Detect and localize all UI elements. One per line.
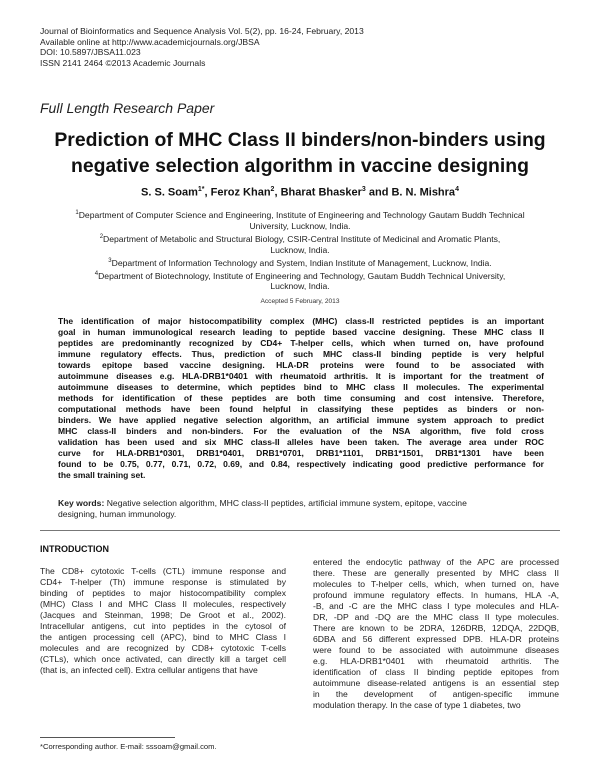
body-line: profound immune regulatory effects. In humans, HLA -A, <box>313 590 559 600</box>
title-line: Prediction of MHC Class II binders/non-binders using <box>54 129 546 151</box>
author-name: Feroz Khan <box>210 186 271 199</box>
journal-url: Available online at http://www.academicjournals.org/JBSA <box>40 36 260 47</box>
abstract-line: validation has been used and six MHC class-II alleles have been taken. The average area under ROC <box>58 437 544 447</box>
body-line: autoimmune disease-related antigens is an essential step <box>313 678 559 688</box>
journal-citation: Journal of Bioinformatics and Sequence Analysis Vol. 5(2), pp. 16-24, February, 2013 <box>40 26 364 36</box>
body-line: (MHC) Class I and MHC Class II molecules, respectively <box>40 599 286 609</box>
body-line: (CTLs), which once activated, can directly kill a target cell <box>40 654 286 664</box>
abstract-line: towards epitope based vaccine designing. HLA-DR proteins were found to be associated with <box>58 360 544 370</box>
body-line: molecules to T-helper cells, which, when turned on, have <box>313 579 559 589</box>
body-line: There are known to be 2DRA, 126DRB, 12DQA, 22DQB, <box>313 623 559 633</box>
author-name: S. S. Soam <box>141 186 198 199</box>
keywords <box>58 498 544 520</box>
journal-doi: DOI: 10.5897/JBSA11.023 <box>40 47 141 58</box>
section-divider <box>40 530 560 531</box>
corresponding-author-footnote: *Corresponding author. E-mail: sssoam@gmail.com. <box>40 742 217 751</box>
keywords-text: Negative selection algorithm, MHC class-II peptides, artificial immune system, epitope, vaccine <box>106 498 467 508</box>
title-line: negative selection algorithm in vaccine designing <box>71 155 529 177</box>
body-column-left <box>40 566 286 676</box>
abstract-line: autoimmune diseases e.g. HLA-DRB1*0401 with rheumatoid arthritis. It is important for the treatment of <box>58 371 544 381</box>
accepted-date: Accepted 5 February, 2013 <box>260 298 340 305</box>
body-line: in the development of antigen-specific immune <box>313 689 559 699</box>
body-line: modulation therapy. In the case of type 1 diabetes, two <box>313 700 521 710</box>
affiliation: $^2$Department of Metabolic and Structural Biology, CSIR-Central Institute of Medicinal and Aromatic Plants, Lucknow, India. <box>99 233 501 255</box>
abstract-line: immune regulatory effects. Thus, prediction of such MHC class-II binding peptide is very helpful <box>58 349 544 359</box>
body-line: DR, -DP and -DQ are the MHC class II type molecules. <box>313 612 559 622</box>
author-name: B. N. Mishra <box>391 186 456 199</box>
abstract <box>58 316 544 481</box>
journal-info <box>40 26 364 68</box>
keywords-text: designing, human immunology. <box>58 509 177 519</box>
affiliations <box>40 208 560 292</box>
affiliation: $^4$Department of Biotechnology, Institute of Engineering and Technology, Gautam Buddh Technical University, Lucknow, India. <box>94 270 506 292</box>
keywords-label: Key words: <box>58 498 105 508</box>
body-line: entered the endocytic pathway of the APC are processed <box>313 557 559 567</box>
body-column-right <box>313 557 559 711</box>
abstract-line: peptides are predominantly recognized by CD4+ T-helper cells, which when turned on, have profound <box>58 338 544 348</box>
author-list: S. S. Soam$^{1*}$, Feroz Khan$^2$, Bharat Bhasker$^3$ and B. N. Mishra$^4$ <box>141 186 459 199</box>
body-line: identification of class II binding peptide epitopes from <box>313 667 559 677</box>
body-line: (Jacques and Steinman, 1998; De Groot et al., 2002). <box>40 610 286 620</box>
body-line: there. These are generally presented by MHC class II <box>313 568 559 578</box>
abstract-line: goal in human immunological research leading to peptide based vaccine designing. These MHC class II <box>58 327 544 337</box>
author-affiliation-mark: 4 <box>455 186 459 193</box>
abstract-line: The identification of major histocompatibility complex (MHC) class-II restricted peptides is an important <box>58 316 544 326</box>
journal-issn: ISSN 2141 2464 ©2013 Academic Journals <box>40 57 206 68</box>
paper-type: Full Length Research Paper <box>40 100 215 116</box>
body-line: binding of peptides to major histocompatibility complex <box>40 588 286 598</box>
abstract-line: computational methods have been found helpful in classifying these peptides as binders or non- <box>58 404 544 414</box>
body-line: 6DBA and 56 different expressed DPB. HLA-DR proteins <box>313 634 559 644</box>
body-line: molecules and are recognized by CD8+ cytotoxic T-cells <box>40 643 286 653</box>
author-affiliation-mark: 1* <box>197 186 205 193</box>
body-line: -B, and -C are the MHC class I type molecules and HLA- <box>313 601 559 611</box>
body-line: e.g. HLA-DRB1*0401 with rheumatoid arthritis. The <box>313 656 559 666</box>
body-line: CD4+ T-helper (Th) immune response is stimulated by <box>40 577 286 587</box>
body-line: the antigen processing cell (APC), bind to MHC Class I <box>40 632 286 642</box>
body-line: (that is, an infected cell). Extra cellular antigens that have <box>40 665 258 675</box>
abstract-line: autoimmune diseases to determine, which peptides bind to MHC class II molecules. The experimental <box>58 382 544 392</box>
body-line: were found to be associated with autoimmune diseases <box>313 645 559 655</box>
abstract-line: binders. We have applied negative selection algorithm, an artificial immune system approach to predict <box>58 415 544 425</box>
author-affiliation-mark: 2 <box>270 186 275 193</box>
section-heading: INTRODUCTION <box>40 544 109 554</box>
abstract-line: MHC class-II binders and non-binders. For the evaluation of the NSA algorithm, five fold cross <box>58 426 544 436</box>
abstract-line: methods for identification of these peptides are both time consuming and cost intensive. Therefore, <box>58 393 544 403</box>
author-affiliation-mark: 3 <box>361 186 366 193</box>
footnote-divider <box>40 737 175 738</box>
author-name: Bharat Bhasker <box>280 186 362 199</box>
abstract-line: found to be 0.75, 0.77, 0.71, 0.72, 0.69, and 0.84, respectively indicating good predictive performance for <box>58 459 544 469</box>
abstract-line: the small training set. <box>58 470 146 480</box>
body-line: The CD8+ cytotoxic T-cells (CTL) immune response and <box>40 566 286 576</box>
abstract-line: curve for HLA-DRB1*0301, DRB1*0401, DRB1*0701, DRB1*1101, DRB1*1501, DRB1*1301 have been <box>58 448 544 458</box>
affiliation: $^1$Department of Computer Science and Engineering, Institute of Engineering and Technology Gautam Buddh Technical University, Lucknow, India. <box>75 209 525 231</box>
paper-title <box>40 127 560 179</box>
body-line: Intracellular antigens, cut into peptides in the cytosol of <box>40 621 286 631</box>
affiliation: $^3$Department of Information Technology and System, Indian Institute of Management, Lucknow, India. <box>108 257 492 268</box>
